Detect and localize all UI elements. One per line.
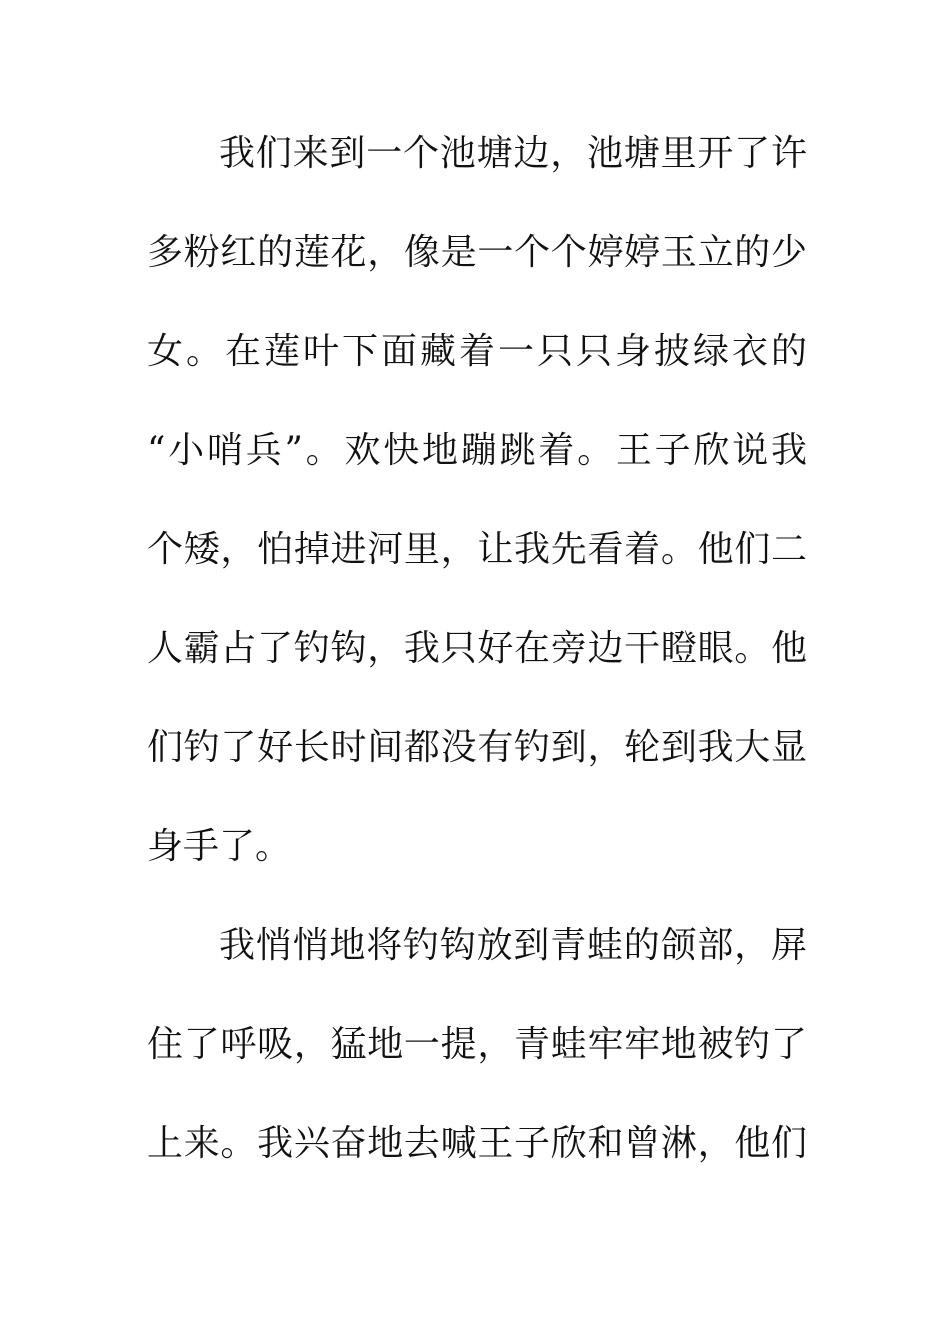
paragraph-1-line-1: 我们来到一个池塘边，池塘里开了许: [219, 133, 807, 174]
paragraph-1-line-2: 多粉红的莲花，像是一个个婷婷玉立的少: [147, 232, 807, 273]
paragraph-1-line-5: 个矮，怕掉进河里，让我先看着。他们二: [147, 529, 807, 570]
paragraph-2-line-2: 住了呼吸，猛地一提，青蛙牢牢地被钓了: [147, 1024, 807, 1065]
paragraph-1-line-4: “小哨兵”。欢快地蹦跳着。王子欣说我: [147, 430, 807, 471]
paragraph-2-line-3: 上来。我兴奋地去喊王子欣和曾淋，他们: [147, 1123, 807, 1164]
body-text: [147, 123, 807, 1212]
paragraph-2-line-1: 我悄悄地将钓钩放到青蛙的颌部，屏: [219, 925, 807, 966]
paragraph-1-line-8: 身手了。: [147, 826, 292, 867]
paragraph-1-line-3: 女。在莲叶下面藏着一只只身披绿衣的: [147, 331, 807, 372]
paragraph-1-line-6: 人霸占了钓钩，我只好在旁边干瞪眼。他: [147, 628, 807, 669]
paragraph-1-line-7: 们钓了好长时间都没有钓到，轮到我大显: [147, 727, 807, 768]
